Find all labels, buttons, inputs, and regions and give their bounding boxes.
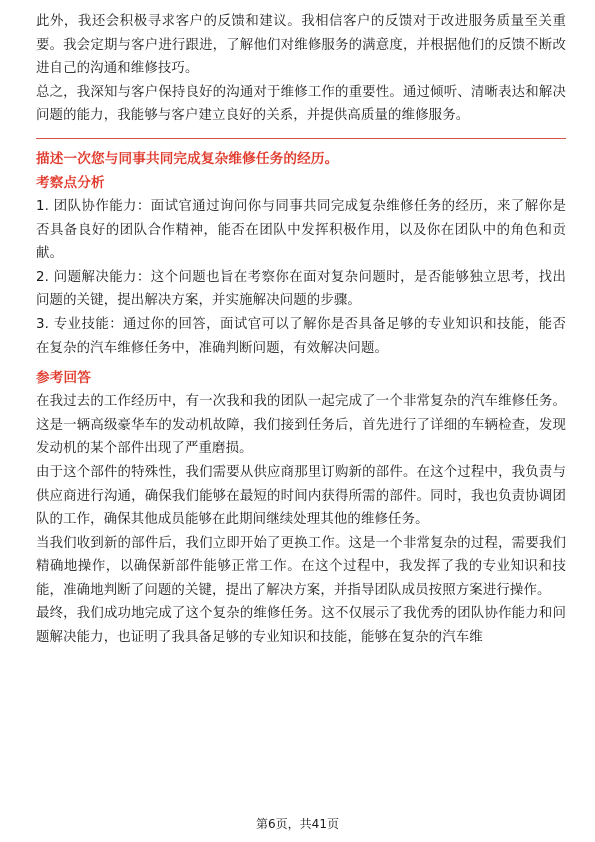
- body-paragraph: 此外，我还会积极寻求客户的反馈和建议。我相信客户的反馈对于改进服务质量至关重要。我会定期与客户进行跟进，了解他们对维修服务的满意度，并根据他们的反馈不断改进自己的沟通和维修技巧。: [36, 14, 566, 77]
- analysis-item: 1. 团队协作能力：面试官通过询问你与同事共同完成复杂维修任务的经历，来了解你是否具备良好的团队合作精神，能否在团队中发挥积极作用，以及你在团队中的角色和贡献。: [36, 198, 566, 262]
- section-divider: [36, 138, 566, 139]
- page-number: 第6页，共41页: [256, 817, 339, 831]
- answer-heading: 参考回答: [36, 370, 91, 387]
- answer-paragraph: 在我过去的工作经历中，有一次我和我的团队一起完成了一个非常复杂的汽车维修任务。这是一辆高级豪华车的发动机故障，我们接到任务后，首先进行了详细的车辆检查，发现发动机的某个部件出现了严重磨损。: [36, 394, 566, 457]
- analysis-item: 3. 专业技能：通过你的回答，面试官可以了解你是否具备足够的专业知识和技能，能否在复杂的汽车维修任务中，准确判断问题，有效解决问题。: [36, 316, 566, 356]
- question-heading: 描述一次您与同事共同完成复杂维修任务的经历。: [36, 150, 339, 167]
- body-paragraph: 总之，我深知与客户保持良好的沟通对于维修工作的重要性。通过倾听、清晰表达和解决问题的能力，我能够与客户建立良好的关系，并提供高质量的维修服务。: [36, 84, 566, 124]
- answer-paragraph: 由于这个部件的特殊性，我们需要从供应商那里订购新的部件。在这个过程中，我负责与供应商进行沟通，确保我们能够在最短的时间内获得所需的部件。同时，我也负责协调团队的工作，确保其他成员能够在此期间继续处理其他的维修任务。: [36, 464, 566, 528]
- answer-paragraph: 当我们收到新的部件后，我们立即开始了更换工作。这是一个非常复杂的过程，需要我们精确地操作，以确保新部件能够正常工作。在这个过程中，我发挥了我的专业知识和技能，准确地判断了问题的关键，提出了解决方案，并指导团队成员按照方案进行操作。: [36, 535, 566, 598]
- analysis-item: 2. 问题解决能力：这个问题也旨在考察你在面对复杂问题时，是否能够独立思考，找出问题的关键，提出解决方案，并实施解决问题的步骤。: [36, 269, 566, 309]
- page-content: [36, 10, 566, 650]
- analysis-heading: 考察点分析: [36, 174, 105, 191]
- answer-paragraph: 最终，我们成功地完成了这个复杂的维修任务。这不仅展示了我优秀的团队协作能力和问题解决能力，也证明了我具备足够的专业知识和技能，能够在复杂的汽车维: [36, 606, 566, 646]
